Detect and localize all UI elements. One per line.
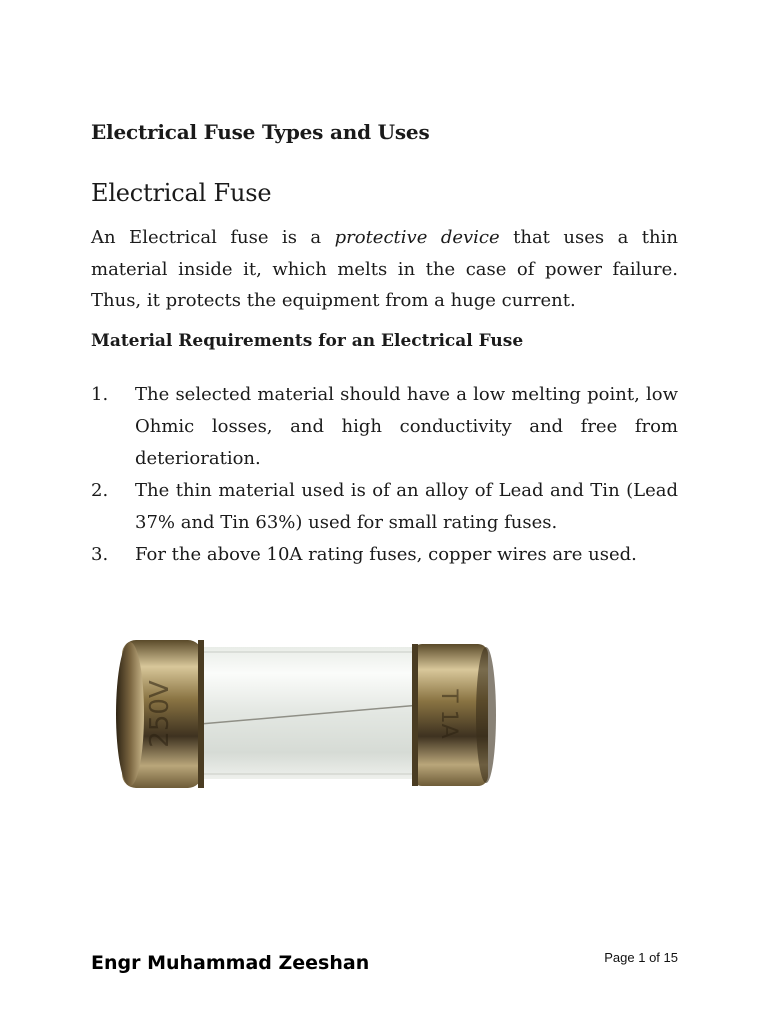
list-item-text: The selected material should have a low melting point, low Ohmic losses, and high conductivity and free from deterioration. (135, 384, 678, 469)
fuse-left-marking: 250V (145, 680, 175, 748)
section-heading: Electrical Fuse (91, 179, 272, 207)
document-title: Electrical Fuse Types and Uses (91, 120, 430, 144)
list-item (91, 379, 678, 475)
page-number: Page 1 of 15 (604, 950, 678, 965)
list-item-number: 3. (91, 544, 109, 565)
requirements-list (91, 379, 678, 571)
intro-text-after: that uses a thin material inside it, which melts in the case of power failure. Thus, it protects the equipment from a huge current. (91, 227, 678, 311)
list-item (91, 539, 678, 571)
fuse-right-marking: T 1A (436, 689, 461, 739)
list-item-number: 1. (91, 384, 109, 405)
list-item-number: 2. (91, 480, 109, 501)
list-item-text: The thin material used is of an alloy of Lead and Tin (Lead 37% and Tin 63%) used for small rating fuses. (135, 480, 678, 533)
list-item (91, 475, 678, 539)
intro-text-before: An Electrical fuse is a (91, 227, 322, 248)
fuse-image (100, 600, 520, 830)
intro-emphasis: protective device (334, 227, 500, 248)
footer-author: Engr Muhammad Zeeshan (91, 952, 370, 974)
intro-paragraph (91, 222, 678, 317)
list-item-text: For the above 10A rating fuses, copper wires are used. (135, 544, 637, 565)
material-requirements-heading: Material Requirements for an Electrical Fuse (91, 331, 524, 351)
